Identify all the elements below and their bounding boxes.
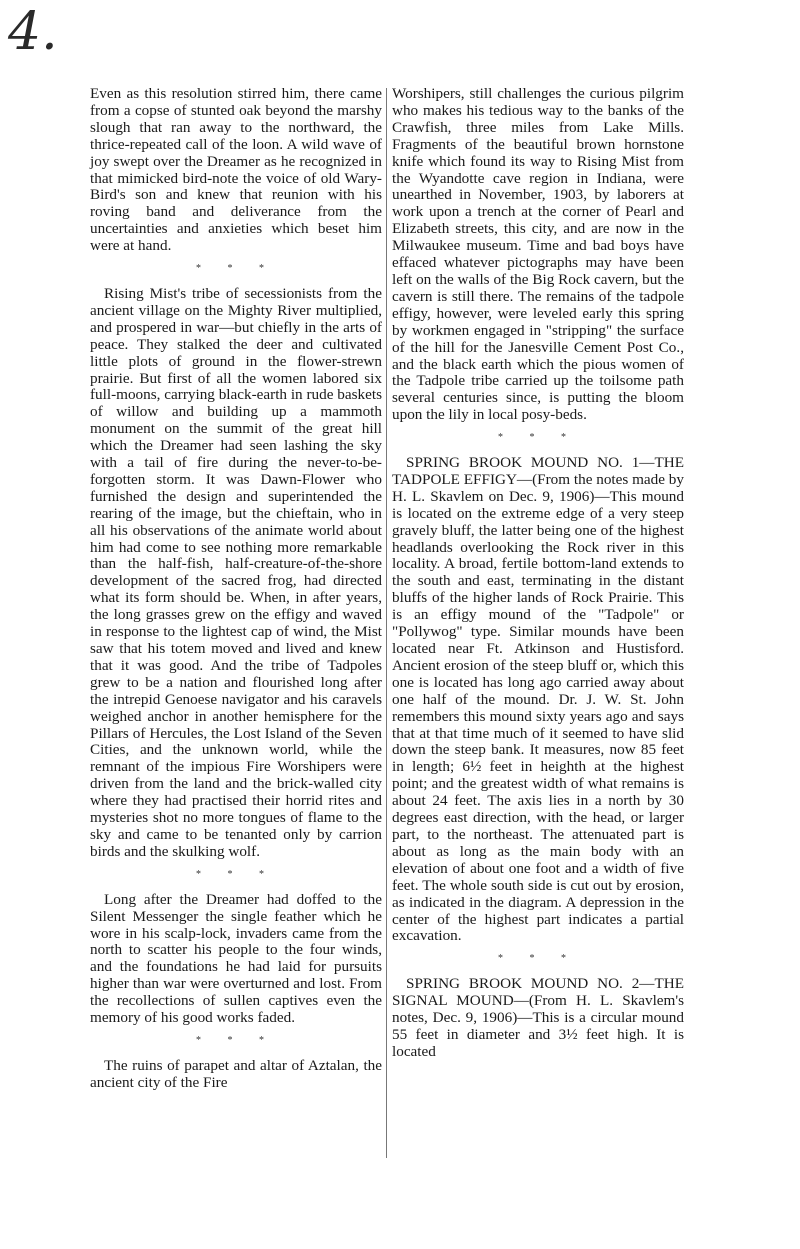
paragraph-mound-no-2: SPRING BROOK MOUND NO. 2—THE SIGNAL MOUND—(From H. L. Skavlem's notes, Dec. 9, 1906)—This is a circular mound 55 feet in diameter and 3½ feet high. It is located (392, 975, 684, 1060)
paragraph-loon-call: Even as this resolution stirred him, there came from a copse of stunted oak beyond the marshy slough that ran away to the northward, the thrice-repeated call of the loon. A wild wave of joy swept over the Dreamer as he recognized in that mimicked bird-note the voice of old Wary-Bird's son and knew that reunion with his roving band and deliverance from the uncertainties and anxieties which beset him were at hand. (90, 85, 382, 255)
left-column (90, 86, 382, 1092)
page-number: 4. (8, 2, 58, 62)
section-separator: * * * (196, 868, 276, 880)
right-column (392, 86, 684, 1061)
paragraph-rising-mist-tribe: Rising Mist's tribe of secessionists from the ancient village on the Mighty River multiplied, and prospered in war—but chiefly in the arts of peace. They stalked the deer and cultivated little plots of ground in the flower-strewn prairie. But first of all the women labored six full-moons, carrying black-earth in rude baskets of willow and building up a mammoth monument on the summit of the great hill which the Dreamer had seen lashing the sky with a tail of fire during the never-to-be-forgotten storm. It was Dawn-Flower who furnished the design and superintended the rearing of the image, but the chieftain, who in all his observations of the animate world about him had come to see nothing more remarkable than the half-fish, half-creature-of-the-shore development of the sacred frog, had directed what its form should be. When, in after years, the long grasses grew on the effigy and waved in response to the lightest cap of wind, the Mist saw that his totem moved and lived and knew that it was good. And the tribe of Tadpoles grew to be a nation and flourished long after the intrepid Genoese navigator and his caravels weighed anchor in another hemisphere for the Pillars of Hercules, the Lost Island of the Seven Cities, and the unknown world, while the remnant of the impious Fire Worshipers were driven from the land and the brick-walled city where they had practised their horrid rites and mysteries shot no more tongues of flame to the sky and came to be tenanted only by carrion birds and the skulking wolf. (90, 284, 382, 860)
paragraph-dreamer-legacy: Long after the Dreamer had doffed to the Silent Messenger the single feather which he wore in his scalp-lock, invaders came from the north to scatter his people to the four winds, and the foundations he had laid for pursuits higher than war were overturned and lost. From the recollections of sullen captives even the memory of his good works faded. (90, 890, 382, 1027)
column-divider (386, 88, 387, 1158)
section-separator: * * * (196, 263, 276, 275)
section-separator: * * * (196, 1034, 276, 1046)
paragraph-fire-worshipers: Worshipers, still challenges the curious pilgrim who makes his tedious way to the banks of the Crawfish, three miles from Lake Mills. Fragments of the beautiful brown hornstone knife which found its way to Rising Mist from the Wyandotte cave region in Indiana, were unearthed in November, 1903, by laborers at work upon a trench at the corner of Pearl and Elizabeth streets, this city, and are now in the Milwaukee museum. Time and bad boys have effaced whatever pictographs may have been left on the walls of the Big Rock cavern, but the cavern is still there. The remains of the tadpole effigy, however, were leveled early this spring by workmen engaged in "stripping" the surface of the hill for the Janesville Cement Post Co., and the black earth which the pious women of the Tadpole tribe carried up the toilsome path several centuries since, is putting the bloom upon the lily in local posy-beds. (392, 85, 684, 424)
paragraph-aztalan-ruins: The ruins of parapet and altar of Aztalan, the ancient city of the Fire (90, 1056, 382, 1091)
paragraph-mound-no-1: SPRING BROOK MOUND NO. 1—THE TADPOLE EFFIGY—(From the notes made by H. L. Skavlem on Dec. 9, 1906)—This mound is located on the extreme edge of a very steep gravely bluff, the latter being one of the highest headlands overlooking the Rock river in this locality. A broad, fertile bottom-land extends to the south and east, terminating in the distant bluffs of the higher lands of Rock Prairie. This is an effigy mound of the "Tadpole" or "Pollywog" type. Similar mounds have been located near Ft. Atkinson and Hustisford. Ancient erosion of the steep bluff or, which this one is located has long ago carried away about one half of the mound. Dr. J. W. St. John remembers this mound sixty years ago and says that at that time much of it seemed to have slid down the steep bank. It measures, now 85 feet in length; 6½ feet in heighth at the highest point; and the greatest width of what remains is about 24 feet. The axis lies in a north by 30 degrees east direction, with the head, or larger part, to the northeast. The attenuated part is about as long as the main body with an elevation of about one foot and a width of five feet. The whole south side is cut out by erosion, as indicated in the diagram. A depression in the center of the highest part indicates a partial excavation. (392, 454, 684, 945)
section-separator: * * * (498, 953, 578, 965)
section-separator: * * * (498, 432, 578, 444)
